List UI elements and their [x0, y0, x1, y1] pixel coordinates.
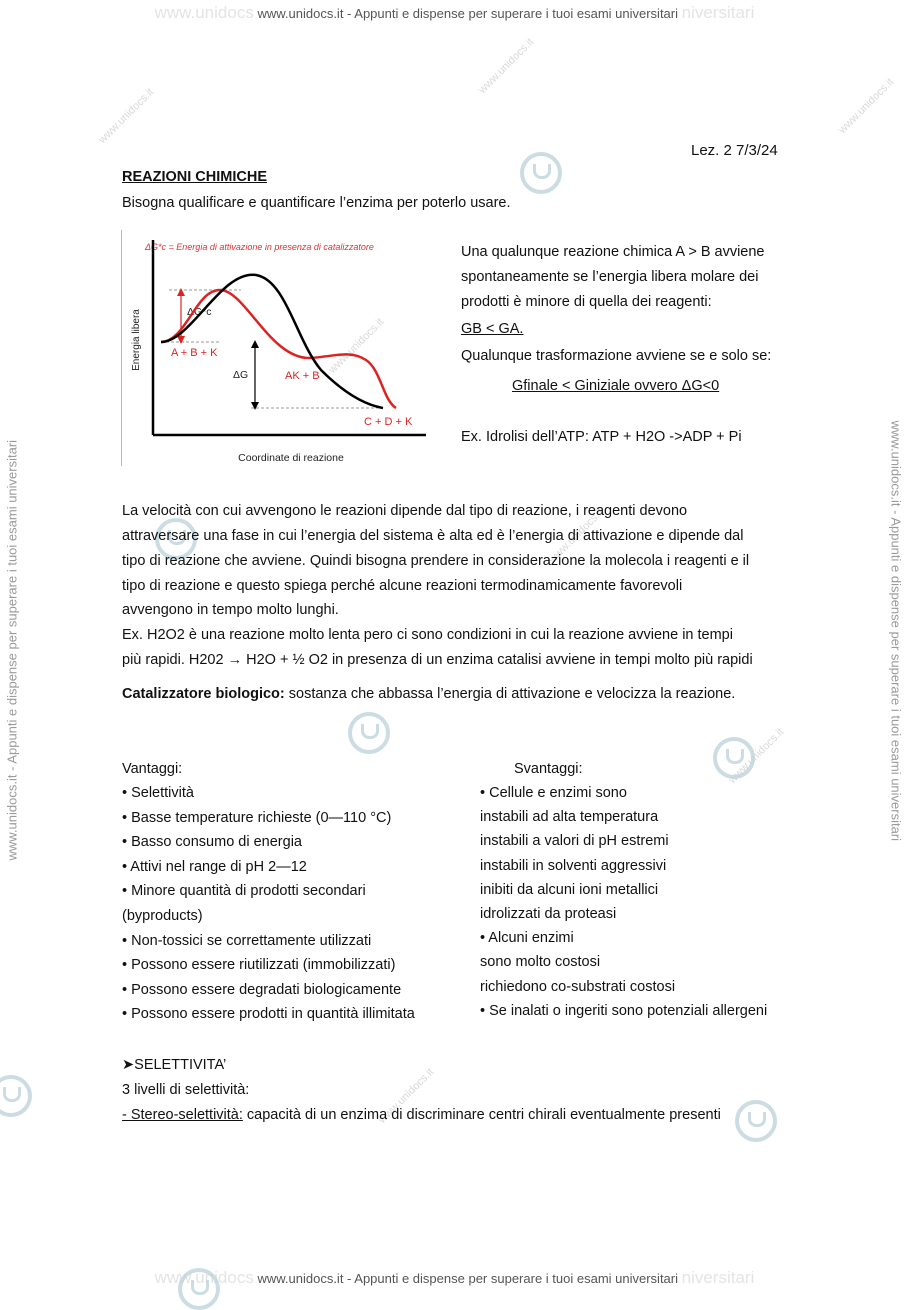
list-item: • Se inalati o ingeriti sono potenziali allergeni	[480, 1002, 768, 1019]
banner-ghost-left: www.unidocs	[154, 1268, 254, 1287]
catalyst-text: sostanza che abbassa l’energia di attivazione e velocizza la reazione.	[284, 686, 736, 702]
list-item: • Alcuni enzimi	[480, 930, 574, 947]
dgc-arrowhead-up	[177, 288, 185, 296]
condition-dg: Gfinale < Giniziale ovvero ΔG<0	[512, 378, 720, 394]
atp-example: Ex. Idrolisi dell’ATP: ATP + H2O ->ADP + Pi	[461, 429, 742, 445]
dgc-arrowhead-down	[177, 336, 185, 344]
bottom-banner[interactable]	[0, 1268, 909, 1288]
list-item: idrolizzati da proteasi	[480, 905, 617, 922]
intro-text: Bisogna qualificare e quantificare l’enzima per poterlo usare.	[122, 195, 511, 211]
watermark-logo-icon	[178, 1268, 220, 1310]
banner-ghost-right: niversitari	[681, 3, 755, 22]
list-item: • Basse temperature richieste (0—110 °C)	[122, 809, 392, 826]
banner-ghost-right: niversitari	[681, 1268, 755, 1287]
top-banner[interactable]	[0, 3, 909, 23]
banner-text: www.unidocs.it - Appunti e dispense per superare i tuoi esami universitari	[257, 1271, 678, 1286]
vantaggi-title: Vantaggi:	[122, 761, 183, 777]
dg-arrowhead-up	[251, 340, 259, 348]
watermark-logo-icon	[0, 1075, 32, 1117]
svantaggi-list	[480, 785, 767, 1027]
reaction-text-line: Una qualunque reazione chimica A > B avviene	[461, 244, 765, 260]
list-item: • Attivi nel range di pH 2—12	[122, 858, 307, 875]
list-item: • Cellule e enzimi sono	[480, 785, 627, 801]
paragraph-line: tipo di reazione e questo spiega perché alcune reazioni termodinamicamente favorevoli	[122, 578, 683, 594]
stereo-term: - Stereo-selettività:	[122, 1107, 243, 1123]
list-item: instabili in solventi aggressivi	[480, 857, 667, 874]
catalyst-definition	[122, 685, 735, 704]
side-banner-left: www.unidocs.it - Appunti e dispense per superare i tuoi esami universitari	[4, 439, 20, 861]
stereo-definition: capacità di un enzima di discriminare centri chirali eventualmente presenti	[242, 1107, 721, 1123]
reaction-text-line: Qualunque trasformazione avviene se e solo se:	[461, 348, 772, 364]
list-item: instabili ad alta temperatura	[480, 809, 659, 826]
reaction-text-line: spontaneamente se l’energia libera molare dei	[461, 269, 759, 285]
watermark-logo-icon	[348, 712, 390, 754]
watermark: www.unidocs.it	[836, 76, 897, 136]
y-axis-label: Energia libera	[131, 309, 142, 371]
list-item: inibiti da alcuni ioni metallici	[480, 881, 659, 898]
vantaggi-list	[122, 785, 415, 1031]
paragraph-line: avvengono in tempo molto lunghi.	[122, 602, 339, 618]
list-item: • Basso consumo di energia	[122, 834, 302, 851]
intermediate-label: AK + B	[285, 370, 320, 382]
watermark: www.unidocs.it	[96, 86, 157, 146]
watermark: www.unidocs.it	[546, 506, 607, 566]
catalyst-term: Catalizzatore biologico:	[122, 686, 285, 702]
lecture-reference: Lez. 2 7/3/24	[691, 142, 778, 159]
selettivita-levels: 3 livelli di selettività:	[122, 1082, 250, 1098]
watermark: www.unidocs.it	[376, 1066, 437, 1126]
stereo-selettivita	[122, 1106, 721, 1125]
paragraph-line: più rapidi. H202 → H2O + ½ O2 in presenza di un enzima catalisi avviene in tempi molto più rapidi	[122, 652, 753, 668]
diagram-legend: ΔG*c = Energia di attivazione in presenza di catalizzatore	[145, 242, 374, 252]
watermark: www.unidocs.it	[476, 36, 537, 96]
list-item: richiedono co-substrati costosi	[480, 978, 676, 995]
banner-text: www.unidocs.it - Appunti e dispense per superare i tuoi esami universitari	[257, 6, 678, 21]
list-item: • Selettività	[122, 785, 194, 801]
watermark-logo-icon	[713, 737, 755, 779]
dgc-label: ΔG*c	[187, 306, 212, 318]
side-banner-right: www.unidocs.it - Appunti e dispense per superare i tuoi esami universitari	[888, 420, 904, 842]
watermark-logo-icon	[735, 1100, 777, 1142]
watermark-logo-icon	[520, 152, 562, 194]
products-label: C + D + K	[364, 416, 413, 428]
list-item: • Possono essere riutilizzati (immobilizzati)	[122, 957, 396, 974]
banner-ghost-left: www.unidocs	[154, 3, 254, 22]
inequality-gb-ga: GB < GA.	[461, 321, 524, 337]
list-item: sono molto costosi	[480, 954, 601, 971]
svantaggi-title: Svantaggi:	[514, 761, 583, 777]
selettivita-heading: ➤SELETTIVITA’	[122, 1057, 227, 1073]
paragraph-line: La velocità con cui avvengono le reazioni dipende dal tipo di reazione, i reagenti devono	[122, 503, 688, 519]
watermark: www.unidocs.it	[726, 726, 787, 786]
x-axis-label: Coordinate di reazione	[238, 452, 344, 464]
reaction-text-line: prodotti è minore di quella dei reagenti:	[461, 294, 712, 310]
energy-diagram	[121, 230, 451, 468]
list-item: • Minore quantità di prodotti secondari	[122, 883, 366, 900]
list-item: (byproducts)	[122, 907, 203, 924]
dg-label: ΔG	[233, 369, 249, 381]
list-item: • Possono essere degradati biologicamente	[122, 981, 402, 998]
paragraph-line: attraversare una fase in cui l’energia del sistema è alta ed è l’energia di attivazione e dipende dal	[122, 528, 744, 544]
reagents-label: A + B + K	[171, 347, 218, 359]
paragraph-line: tipo di reazione che avviene. Quindi bisogna prendere in considerazione la molecola i reagenti e il	[122, 553, 750, 569]
list-item: • Possono essere prodotti in quantità illimitata	[122, 1006, 415, 1023]
section-heading: REAZIONI CHIMICHE	[122, 169, 267, 185]
list-item: • Non-tossici se correttamente utilizzati	[122, 932, 372, 949]
dg-arrowhead-down	[251, 402, 259, 410]
paragraph-line: Ex. H2O2 è una reazione molto lenta pero ci sono condizioni in cui la reazione avviene in tempi	[122, 627, 733, 643]
watermark: www.unidocs.it	[326, 316, 387, 376]
list-item: instabili a valori di pH estremi	[480, 833, 669, 850]
uncatalyzed-reaction-curve	[161, 275, 383, 408]
